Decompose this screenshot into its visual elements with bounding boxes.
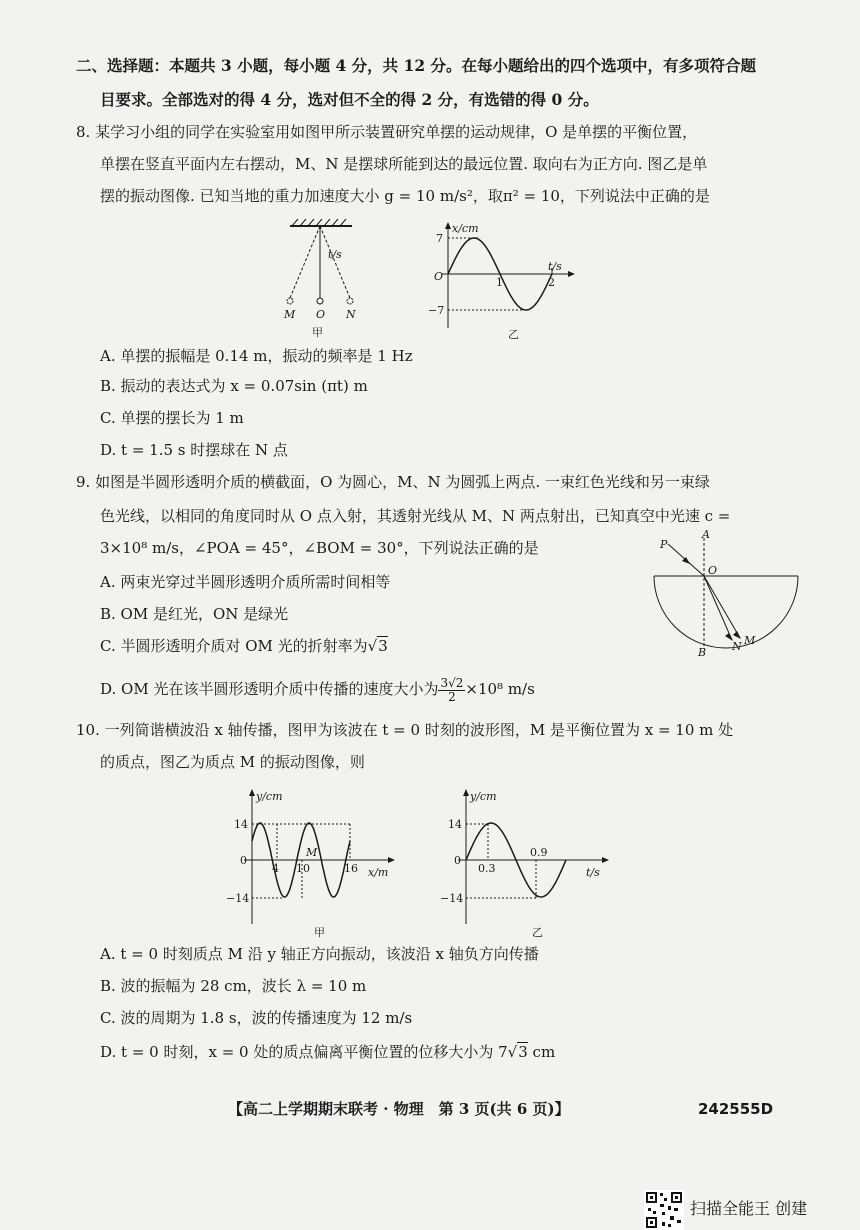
label-O: O xyxy=(316,308,326,321)
bob-N xyxy=(347,298,353,304)
x-tick-16: 16 xyxy=(344,862,358,875)
section-line-1: 二、选择题：本题共 3 小题，每小题 4 分，共 12 分。在每小题给出的四个选项中，有多项符合题 xyxy=(76,56,757,75)
t-tick-0-9: 0.9 xyxy=(530,846,548,859)
q10-vibration-graph xyxy=(436,784,616,940)
q8-line-1: 8. 某学习小组的同学在实验室用如图甲所示装置研究单摆的运动规律，O 是单摆的平衡位置， xyxy=(76,123,698,141)
q8-option-c[interactable]: C. 单摆的摆长为 1 m xyxy=(100,409,244,427)
y-top-tick: 14 xyxy=(448,818,462,831)
label-M: M xyxy=(744,634,756,647)
q8-line-2: 单摆在竖直平面内左右摆动，M、N 是摆球所能到达的最远位置. 取向右为正方向. 图乙是单 xyxy=(100,155,708,173)
q10-option-b[interactable]: B. 波的振幅为 28 cm，波长 λ = 10 m xyxy=(100,977,367,995)
q10-option-d-unit: cm xyxy=(527,1043,556,1061)
q10-option-d-text: D. t = 0 时刻，x = 0 处的质点偏离平衡位置的位移大小为 7√ xyxy=(100,1043,518,1061)
t-tick-0-3: 0.3 xyxy=(478,862,496,875)
y-top-tick: 14 xyxy=(234,818,248,831)
string-left xyxy=(290,226,320,298)
caption-yi: 乙 xyxy=(532,926,543,939)
bob-O xyxy=(317,298,323,304)
q10-line-1: 10. 一列简谐横波沿 x 轴传播，图甲为该波在 t = 0 时刻的波形图，M 是平衡位置为 x = 10 m 处 xyxy=(76,721,734,739)
q8-pendulum-figure xyxy=(270,218,380,342)
q10-waveform-graph xyxy=(222,784,402,940)
q10-option-d[interactable] xyxy=(100,1042,555,1062)
y-bottom-tick: −14 xyxy=(440,892,464,905)
x-label: t/s xyxy=(548,260,562,273)
q8-option-b[interactable]: B. 振动的表达式为 x = 0.07sin (πt) m xyxy=(100,377,368,395)
q9-option-a[interactable]: A. 两束光穿过半圆形透明介质所需时间相等 xyxy=(100,573,391,591)
label-N: N xyxy=(732,640,742,653)
q10-option-c[interactable]: C. 波的周期为 1.8 s，波的传播速度为 12 m/s xyxy=(100,1009,413,1027)
x-label: t/s xyxy=(586,866,600,879)
label-O: O xyxy=(708,564,718,577)
point-M-label: M xyxy=(306,846,318,859)
paper-code: 242555D xyxy=(698,1100,774,1118)
caption-jia: 甲 xyxy=(314,926,325,939)
y-label: x/cm xyxy=(452,222,479,235)
q8-option-a[interactable]: A. 单摆的振幅是 0.14 m，振动的频率是 1 Hz xyxy=(100,347,413,365)
q10-line-2: 的质点，图乙为质点 M 的振动图像，则 xyxy=(100,753,365,771)
label-t: t/s xyxy=(328,248,342,261)
q9-option-d-unit: ×10⁸ m/s xyxy=(465,680,535,698)
bob-M xyxy=(287,298,293,304)
y-top-tick: 7 xyxy=(436,232,443,245)
y-bottom-tick: −7 xyxy=(428,304,445,317)
semicircle-arc xyxy=(654,576,798,648)
origin-label: O xyxy=(434,270,444,283)
q9-option-d-text: D. OM 光在该半圆形透明介质中传播的速度大小为 xyxy=(100,680,439,698)
label-M: M xyxy=(284,308,296,321)
label-A: A xyxy=(702,530,710,541)
x-tick-4: 4 xyxy=(272,862,279,875)
q9-option-c[interactable] xyxy=(100,636,388,656)
y-bottom-tick: −14 xyxy=(226,892,250,905)
q9-option-c-text: C. 半圆形透明介质对 OM 光的折射率为√ xyxy=(100,637,378,655)
section-line-2: 目要求。全部选对的得 4 分，选对但不全的得 2 分，有选错的得 0 分。 xyxy=(100,90,599,109)
y-label: y/cm xyxy=(256,790,283,803)
ray-OM xyxy=(704,576,740,638)
q10-option-a[interactable]: A. t = 0 时刻质点 M 沿 y 轴正方向振动，该波沿 x 轴负方向传播 xyxy=(100,945,539,963)
q8-option-d[interactable]: D. t = 1.5 s 时摆球在 N 点 xyxy=(100,441,288,459)
page-footer: 【高二上学期期末联考 · 物理 第 3 页(共 6 页)】 xyxy=(228,1100,570,1118)
caption-yi: 乙 xyxy=(508,328,519,341)
label-B: B xyxy=(698,646,707,658)
x-tick-10: 10 xyxy=(296,862,310,875)
q9-option-b[interactable]: B. OM 是红光，ON 是绿光 xyxy=(100,605,289,623)
qr-code-icon xyxy=(644,1190,684,1230)
q9-option-d[interactable] xyxy=(100,676,535,704)
ray-ON xyxy=(704,576,732,640)
origin-label: 0 xyxy=(240,854,247,867)
q9-option-d-fraction: $\frac{3√2}{2}$ xyxy=(440,675,464,704)
q8-vibration-graph xyxy=(420,218,580,342)
q9-line-1: 9. 如图是半圆形透明介质的横截面，O 为圆心，M、N 为圆弧上两点. 一束红色光线和另一束绿 xyxy=(76,473,710,491)
x-tick-1: 1 xyxy=(496,276,503,289)
label-N: N xyxy=(346,308,356,321)
q9-line-3: 3×10⁸ m/s，∠POA = 45°，∠BOM = 30°，下列说法正确的是 xyxy=(100,539,539,557)
ceiling-hatch xyxy=(290,219,352,226)
q10-option-d-radicand: 3 xyxy=(518,1043,528,1061)
q8-line-3: 摆的振动图像. 已知当地的重力加速度大小 g = 10 m/s²，取π² = 10，下列说法中正确的是 xyxy=(100,187,710,205)
q9-line-2: 色光线，以相同的角度同时从 O 点入射，其透射光线从 M、N 两点射出，已知真空中光速 c = xyxy=(100,507,731,525)
caption-jia: 甲 xyxy=(312,326,323,339)
x-label: x/m xyxy=(368,866,389,879)
string-right xyxy=(320,226,350,298)
label-P: P xyxy=(660,538,668,551)
origin-label: 0 xyxy=(454,854,461,867)
q9-option-c-radicand: 3 xyxy=(378,637,388,655)
q9-semicircle-figure xyxy=(640,530,810,658)
watermark-text: 扫描全能王 创建 xyxy=(690,1199,808,1218)
y-label: y/cm xyxy=(470,790,497,803)
x-tick-2: 2 xyxy=(548,276,555,289)
